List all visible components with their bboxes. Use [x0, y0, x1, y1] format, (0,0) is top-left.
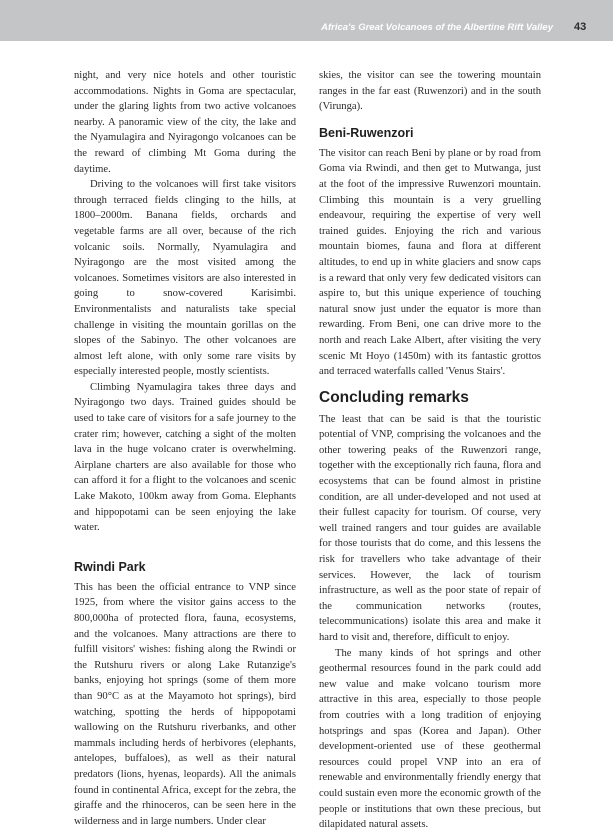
paragraph: The many kinds of hot springs and other geothermal resources found in the park could add new value and make volcano tourism more attractive in this area, especially to those people from coutries with a long tradition of enjoying hotsprings and spas (Korea and Japan). Other development-oriented use of these geothermal resources could propel VNP into an era of renewable and environmentally friendly energy that could sustain even more the economic growth of the people or institutions that own these precious, but dilapidated natural assets. — [319, 647, 541, 831]
page-number: 43 — [574, 21, 587, 33]
paragraph: skies, the visitor can see the towering mountain ranges in the far east (Ruwenzori) and in the south (Virunga). — [319, 70, 541, 113]
paragraph: night, and very nice hotels and other touristic accommodations. Nights in Goma are spectacular, under the glaring lights from two active volcanoes nearby. A panoramic view of the city, the lake and the Nyamulagira and Nyiragongo volcanoes can be the reward of climbing Mt Goma during the daytime. — [74, 70, 296, 175]
section-heading-concluding-remarks: Concluding remarks — [319, 388, 469, 406]
paragraph: Driving to the volcanoes will first take visitors through terraced fields clinging to the hills, at 1800–2000m. Banana fields, orchards and vegetable farms are all over, because of the rich volcanic soils. Normally, Nyamulagira and Nyiragongo are the most visited among the volcanoes. Sometimes visitors are also interested in going to snow-covered Karisimbi. Environmentalists and naturalists take special challenge in visiting the mountain gorillas on the slopes of the Sabinyo. The other volcanoes are almost left alone, with only some rare visits by especially interested people, mostly scientists. — [74, 179, 296, 378]
paragraph: Climbing Nyamulagira takes three days and Nyiragongo two days. Trained guides should be used to take care of visitors for a safe journey to the crater rim; however, catching a sight of the molten lava in the huge volcano crater is overwhelming. Airplane charters are also available for those who can afford it for a flight to the volcanoes and scenic Lake Makoto, 100km away from Goma. Elephants and hippopotami can be seen enjoying the lake water. — [74, 381, 296, 534]
paragraph: The visitor can reach Beni by plane or by road from Goma via Rwindi, and then get to Mutwanga, just at the foot of the impressive Ruwenzori mountain. Climbing this mountain is a very gruelling endeavour, requiring the expertise of very well trained guides. Enjoying the rich and various mountain biomes, fauna and flora at different altitudes, to end up in white glaciers and snow caps is a reward that only very few dedicated visitors can aspire to, but this unique experience of touching natural snow just under the equator is more than rewarding. From Beni, one can drive more to the north and reach Lake Albert, after visiting the very scenic Mt Hoyo (1450m) with its fantastic grottos and terraced waterfalls called 'Venus Stairs'. — [319, 147, 541, 378]
paragraph: This has been the official entrance to VNP since 1925, from where the visitor gains access to the 800,000ha of protected flora, fauna, ecosystems, and the volcanoes. Many attractions are there to fulfill visitors' wishes: fishing along the Rwindi or the Rutshuru rivers or along Lake Rutanzige's banks, enjoying hot springs (some of them more than 90°C as at the Mayamoto hot springs), bird watching, spotting the herds of hippopotami wallowing on the Rutshuru riverbanks, and other mammals including herds of herbivores (elephants, antelopes, buffaloes), as well as their natural predators (lions, hyenas, leopards). All the animals found in continental Africa, except for the zebra, the giraffe and the rhinoceros, can be seen here in the wilderness and in large numbers. Under clear — [74, 581, 296, 827]
right-text-column — [319, 68, 541, 833]
section-heading-beni-ruwenzori: Beni-Ruwenzori — [319, 125, 414, 140]
left-text-column — [74, 68, 296, 829]
paragraph: The least that can be said is that the touristic potential of VNP, comprising the volcanoes and the other towering peaks of the Ruwenzori range, together with the exceptionally rich fauna, flora and ecosystems that can be found almost in pristine condition, are all under-developed and not used at their fullest capacity for tourism. Of course, very well trained rangers and tour guides are available for those tourists that do come, and this lessens the risk for travellers who take advantage of their services. However, the lack of tourism infrastructure, as well as the poor state of repair of the communication networks (routes, telecommunications) isolate this area and make it hard to visit and, therefore, difficult to enjoy. — [319, 413, 541, 643]
running-header-band — [0, 0, 613, 41]
section-heading-rwindi-park: Rwindi Park — [74, 559, 146, 574]
running-title: Africa's Great Volcanoes of the Albertine Rift Valley — [321, 22, 553, 33]
